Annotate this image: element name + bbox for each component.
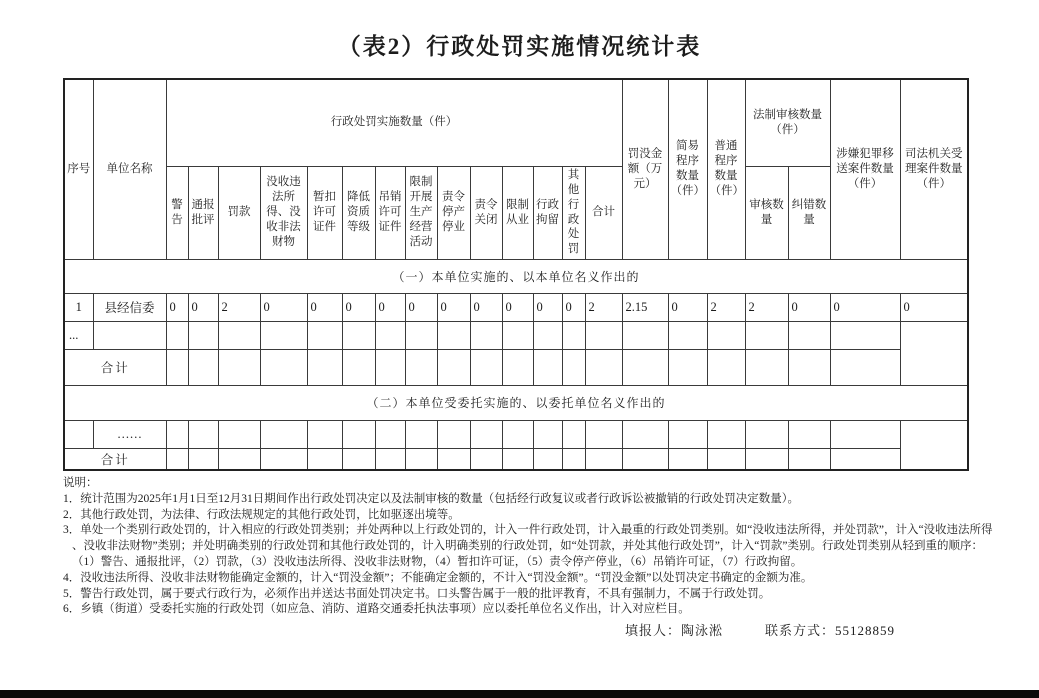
empty-cell: [585, 448, 622, 470]
empty-cell: [502, 420, 533, 448]
empty-cell: [562, 321, 585, 349]
empty-cell: [470, 349, 502, 385]
notes-heading: 说明：: [63, 477, 98, 489]
page-title: （表2）行政处罚实施情况统计表: [337, 34, 702, 59]
empty-cell: [533, 349, 562, 385]
empty-cell: [437, 349, 470, 385]
filler-name: 填报人：陶泳淞: [625, 623, 724, 638]
empty-cell: [342, 349, 375, 385]
note-line: 、没收非法财物”类别；并处明确类别的行政处罚和其他行政处罚的，计入明确类别的行政处罚，如“处罚款，并处其他行政处罚”，计入“罚款”类别。行政处罚类别从轻到重的顺序：: [72, 540, 984, 553]
value-cell: 0: [260, 293, 307, 321]
empty-cell: [745, 349, 788, 385]
empty-cell: [470, 321, 502, 349]
empty-cell: [622, 448, 668, 470]
value-cell: 2: [745, 293, 788, 321]
empty-cell: [788, 349, 830, 385]
empty-cell: [375, 448, 405, 470]
empty-cell: [342, 321, 375, 349]
empty-cell: [668, 448, 707, 470]
seq-cell: 1: [64, 293, 93, 321]
empty-cell: [470, 420, 502, 448]
empty-cell: [533, 420, 562, 448]
header-penalty-fine: 罚款: [218, 166, 260, 259]
note-line: 3．单处一个类别行政处罚的，计入相应的行政处罚类别；并处两种以上行政处罚的，计入一件行政处罚，计入最重的行政处罚类别。如“没收违法所得，并处罚款”，计入“没收违法所得: [63, 524, 993, 537]
empty-cell: [375, 349, 405, 385]
empty-cell: [307, 321, 342, 349]
empty-cell: [668, 420, 707, 448]
empty-cell: [218, 349, 260, 385]
header-penalty-total: 合计: [585, 166, 622, 259]
empty-cell: [668, 321, 707, 349]
empty-cell: [260, 349, 307, 385]
empty-cell: [375, 420, 405, 448]
value-cell: 0: [405, 293, 437, 321]
note-line: 6．乡镇（街道）受委托实施的行政处罚（如应急、消防、道路交通委托执法事项）应以委托单位名义作出，计入对应栏目。: [63, 603, 690, 616]
empty-cell: [166, 448, 188, 470]
value-cell: 0: [900, 293, 968, 321]
header-judicial-cases: 司法机关受理案件数量（件）: [900, 79, 968, 259]
empty-cell: [342, 448, 375, 470]
empty-cell: [166, 321, 188, 349]
empty-cell: [622, 349, 668, 385]
header-penalty-restrict-employment: 限制从业: [502, 166, 533, 259]
note-line: 2．其他行政处罚，为法律、行政法规规定的其他行政处罚，比如驱逐出境等。: [63, 508, 460, 521]
empty-cell: [562, 448, 585, 470]
empty-cell: [307, 420, 342, 448]
empty-cell: [788, 321, 830, 349]
report-footer: [625, 620, 895, 639]
value-cell: 0: [502, 293, 533, 321]
empty-cell: [437, 448, 470, 470]
value-cell: 0: [830, 293, 900, 321]
value-cell: 0: [668, 293, 707, 321]
empty-cell: [166, 420, 188, 448]
empty-cell: [745, 420, 788, 448]
header-penalty-group: 行政处罚实施数量（件）: [166, 79, 622, 166]
empty-cell: [707, 448, 745, 470]
empty-cell: [437, 420, 470, 448]
value-cell: 2: [707, 293, 745, 321]
empty-cell: [533, 321, 562, 349]
table-row-ellipsis2: [64, 420, 968, 448]
empty-cell: [745, 448, 788, 470]
empty-cell: [585, 420, 622, 448]
empty-cell: [342, 420, 375, 448]
value-cell: 0: [375, 293, 405, 321]
empty-cell: [260, 448, 307, 470]
header-penalty-confiscation: 没收违法所得、没收非法财物: [260, 166, 307, 259]
seq-ellipsis-cell: ...: [64, 321, 93, 349]
value-cell: 0: [533, 293, 562, 321]
table-row-unit1: [64, 293, 968, 321]
empty-cell: [622, 321, 668, 349]
header-seq: 序号: [64, 79, 93, 259]
value-cell: 0: [342, 293, 375, 321]
empty-cell: [218, 420, 260, 448]
table-row-total2: [64, 448, 968, 470]
header-penalty-criticism: 通报批评: [188, 166, 218, 259]
penalty-statistics-table: [63, 78, 969, 471]
empty-cell: [188, 321, 218, 349]
empty-cell: [405, 321, 437, 349]
header-ordinary-procedure: 普通程序数量（件）: [707, 79, 745, 259]
empty-cell: [405, 420, 437, 448]
section2-band: （二）本单位受委托实施的、以委托单位名义作出的: [64, 385, 968, 420]
value-cell: 0: [470, 293, 502, 321]
unit-ellipsis-cell: ……: [93, 420, 166, 448]
note-line: 1．统计范围为2025年1月1日至12月31日期间作出行政处罚决定以及法制审核的数量（包括经行政复议或者行政诉讼被撤销的行政处罚决定数量）。: [63, 492, 799, 505]
contact-info: 联系方式：55128859: [765, 623, 896, 638]
empty-cell: [307, 448, 342, 470]
empty-cell: [405, 349, 437, 385]
empty-cell: [437, 321, 470, 349]
value-cell: 2: [585, 293, 622, 321]
empty-cell: [745, 321, 788, 349]
empty-cell: [707, 321, 745, 349]
section1-band: （一）本单位实施的、以本单位名义作出的: [64, 259, 968, 293]
table-row-total1: [64, 349, 968, 385]
header-review-count: 审核数量: [745, 166, 788, 259]
header-penalty-other: 其他行政处罚: [562, 166, 585, 259]
header-penalty-order-closure: 责令关闭: [470, 166, 502, 259]
empty-cell: [502, 448, 533, 470]
header-legal-review-group: 法制审核数量（件）: [745, 79, 830, 166]
empty-cell: [533, 448, 562, 470]
empty-cell: [166, 349, 188, 385]
empty-cell: [502, 321, 533, 349]
empty-cell: [562, 349, 585, 385]
note-line: 4．没收违法所得、没收非法财物能确定金额的，计入“罚没金额”；不能确定金额的，不计入“罚没金额”。“罚没金额”以处罚决定书确定的金额为准。: [63, 571, 813, 584]
value-cell: 0: [188, 293, 218, 321]
empty-cell: [470, 448, 502, 470]
empty-cell: [707, 349, 745, 385]
empty-cell: [830, 420, 900, 448]
empty-cell: [830, 448, 900, 470]
empty-cell: [218, 448, 260, 470]
header-crime-transfer: 涉嫌犯罪移送案件数量（件）: [830, 79, 900, 259]
empty-cell: [188, 349, 218, 385]
value-cell: 0: [437, 293, 470, 321]
empty-cell: [788, 448, 830, 470]
header-unit-name: 单位名称: [93, 79, 166, 259]
value-cell: 0: [562, 293, 585, 321]
empty-cell: [64, 420, 93, 448]
note-line: 5．警告行政处罚，属于要式行政行为，必须作出并送达书面处罚决定书。口头警告属于一般的批评教育，不具有强制力，不属于行政处罚。: [63, 587, 771, 600]
empty-cell: [502, 349, 533, 385]
header-simple-procedure: 简易程序数量（件）: [668, 79, 707, 259]
empty-cell: [622, 420, 668, 448]
header-penalty-downgrade: 降低资质等级: [342, 166, 375, 259]
total-label-cell: 合计: [64, 448, 166, 470]
empty-cell: [375, 321, 405, 349]
empty-cell: [260, 420, 307, 448]
note-line: （1）警告、通报批评，（2）罚款，（3）没收违法所得、没收非法财物，（4）暂扣许可证，（5）责令停产停业，（6）吊销许可证，（7）行政拘留。: [72, 555, 803, 568]
header-penalty-revoke-license: 吊销许可证件: [375, 166, 405, 259]
notes-block: [63, 476, 1033, 618]
table-row-ellipsis1: [64, 321, 968, 349]
unit-name-cell: 县经信委: [93, 293, 166, 321]
header-fine-amount: 罚没金额（万元）: [622, 79, 668, 259]
empty-cell: [188, 420, 218, 448]
value-cell: 0: [166, 293, 188, 321]
header-penalty-restrict-operation: 限制开展生产经营活动: [405, 166, 437, 259]
header-correction-count: 纠错数量: [788, 166, 830, 259]
empty-cell: [668, 349, 707, 385]
empty-cell: [830, 321, 900, 349]
empty-cell: [260, 321, 307, 349]
header-penalty-suspend-license: 暂扣许可证件: [307, 166, 342, 259]
empty-cell: [830, 349, 900, 385]
empty-cell: [707, 420, 745, 448]
scan-edge-artifact: [0, 690, 1039, 698]
header-penalty-detention: 行政拘留: [533, 166, 562, 259]
total-label-cell: 合计: [64, 349, 166, 385]
value-cell: 0: [788, 293, 830, 321]
empty-cell: [93, 321, 166, 349]
empty-cell: [562, 420, 585, 448]
empty-cell: [585, 321, 622, 349]
empty-cell: [788, 420, 830, 448]
empty-cell: [405, 448, 437, 470]
empty-cell: [218, 321, 260, 349]
value-cell: 0: [307, 293, 342, 321]
value-cell: 2.15: [622, 293, 668, 321]
empty-cell: [307, 349, 342, 385]
header-penalty-warning: 警告: [166, 166, 188, 259]
empty-cell: [585, 349, 622, 385]
value-cell: 2: [218, 293, 260, 321]
empty-cell: [188, 448, 218, 470]
header-penalty-halt-production: 责令停产停业: [437, 166, 470, 259]
